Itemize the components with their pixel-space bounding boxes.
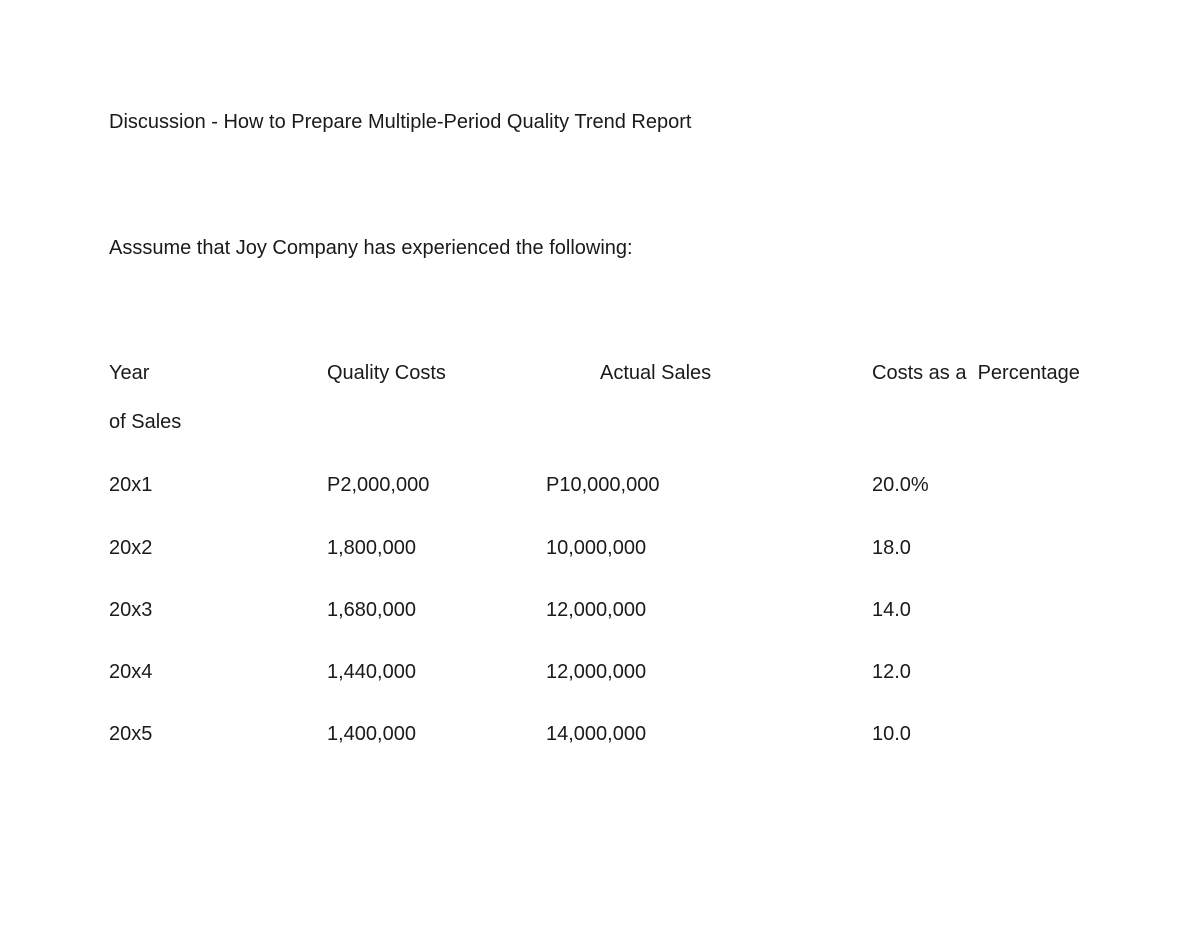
- cell-costs-percentage: 20.0%: [872, 474, 929, 496]
- cell-actual-sales: P10,000,000: [546, 474, 660, 496]
- cell-year: 20x5: [109, 723, 153, 745]
- cell-actual-sales: 14,000,000: [546, 723, 647, 745]
- header-actual-sales: Actual Sales: [600, 362, 712, 384]
- cell-year: 20x2: [109, 537, 153, 559]
- cell-year: 20x3: [109, 599, 153, 621]
- cell-costs-percentage: 18.0: [872, 537, 911, 559]
- cell-costs-percentage: 12.0: [872, 661, 911, 683]
- cell-quality-costs: 1,440,000: [327, 661, 416, 683]
- intro-paragraph: Asssume that Joy Company has experienced the following:: [109, 237, 633, 259]
- header-year: Year: [109, 362, 150, 384]
- cell-quality-costs: P2,000,000: [327, 474, 430, 496]
- cell-year: 20x1: [109, 474, 153, 496]
- document-title: Discussion - How to Prepare Multiple-Period Quality Trend Report: [109, 111, 692, 133]
- header-costs-percentage-continued: of Sales: [109, 411, 182, 433]
- cell-actual-sales: 10,000,000: [546, 537, 647, 559]
- cell-year: 20x4: [109, 661, 153, 683]
- cell-costs-percentage: 10.0: [872, 723, 911, 745]
- cell-quality-costs: 1,400,000: [327, 723, 416, 745]
- cell-quality-costs: 1,680,000: [327, 599, 416, 621]
- cell-actual-sales: 12,000,000: [546, 661, 647, 683]
- cell-actual-sales: 12,000,000: [546, 599, 647, 621]
- cell-quality-costs: 1,800,000: [327, 537, 416, 559]
- cell-costs-percentage: 14.0: [872, 599, 911, 621]
- header-quality-costs: Quality Costs: [327, 362, 446, 384]
- header-costs-percentage: Costs as a Percentage: [872, 362, 1080, 384]
